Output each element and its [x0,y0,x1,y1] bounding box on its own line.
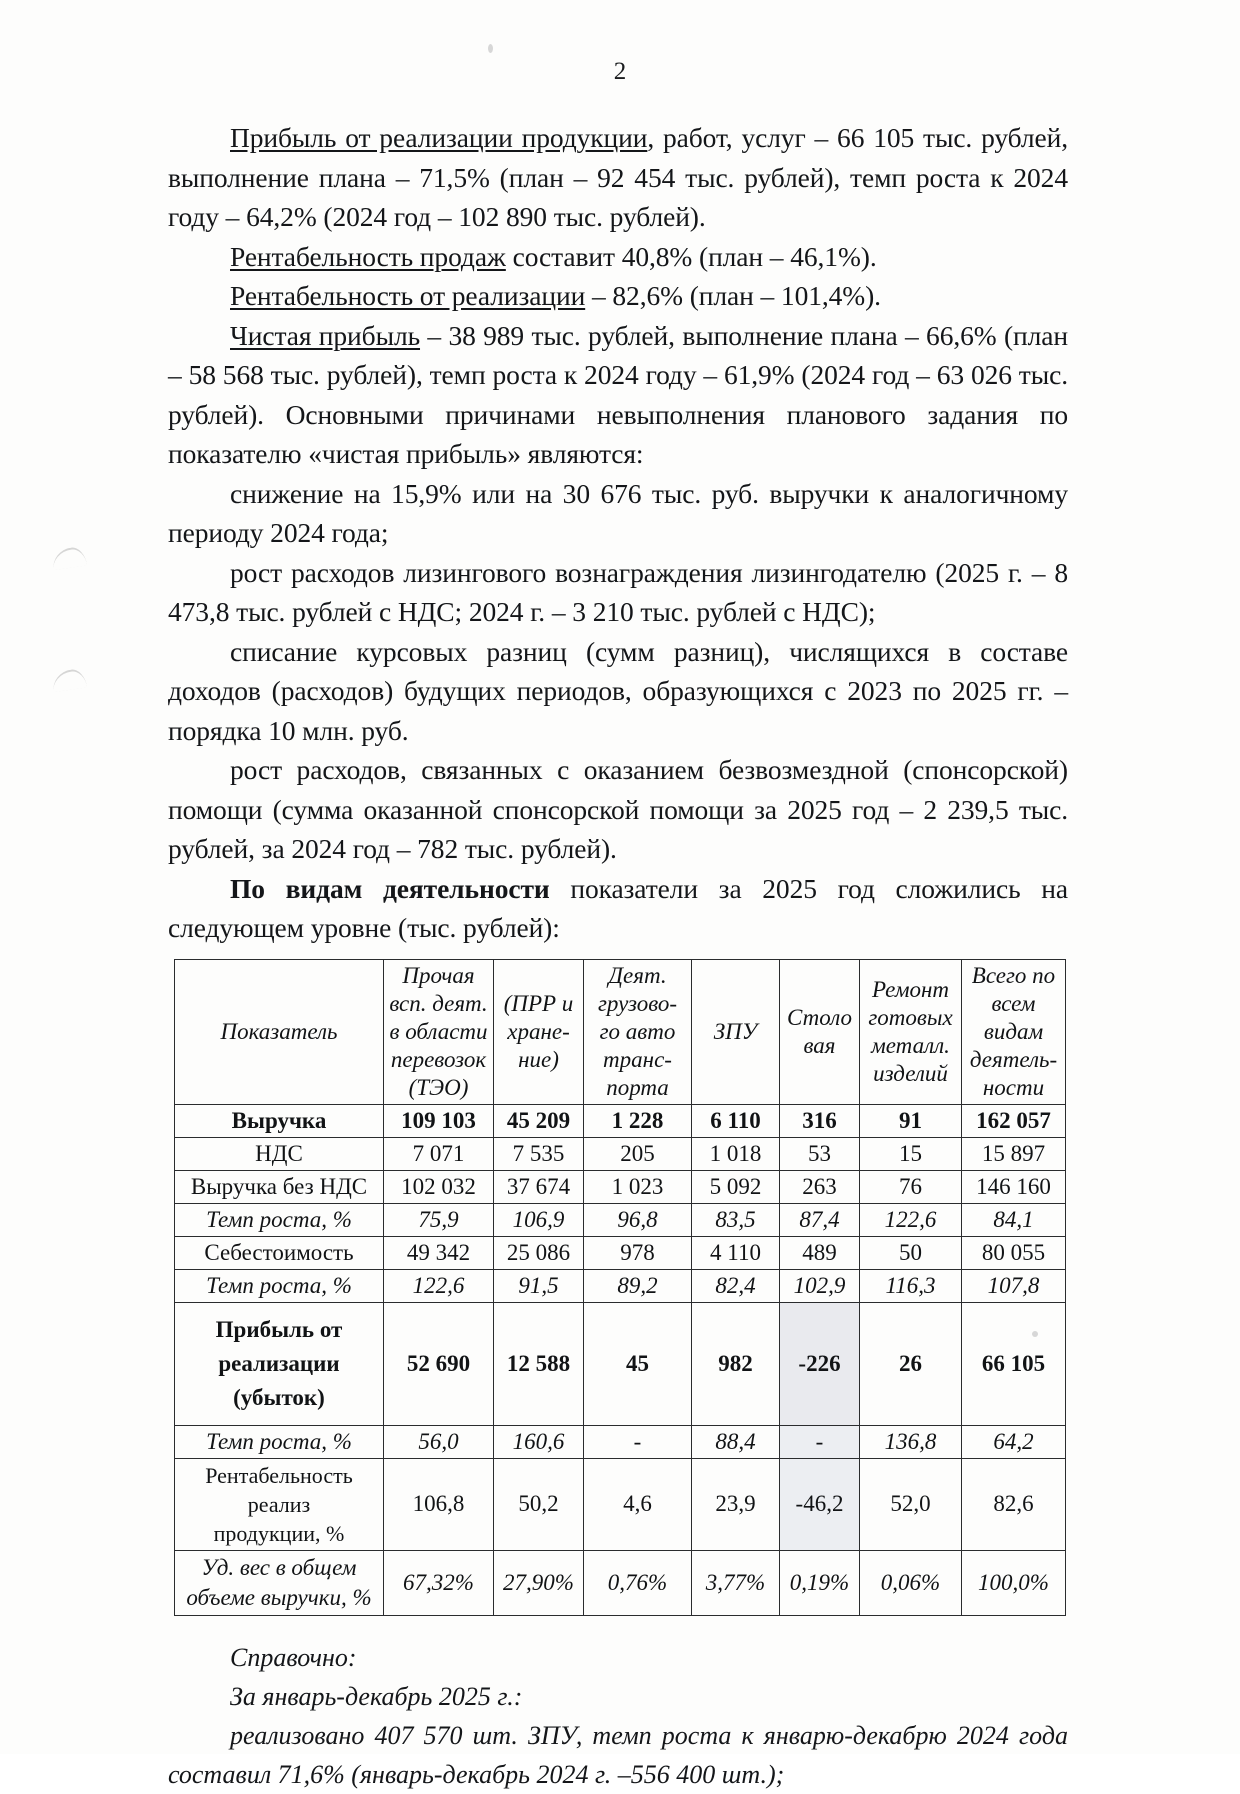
cell-value: 316 [780,1104,860,1137]
cell-value: 87,4 [780,1203,860,1236]
cell-value: 27,90% [494,1550,584,1615]
paragraph-sponsorship-costs [168,750,1068,869]
paragraph-realization-profitability [168,276,1068,316]
cell-value: 263 [780,1170,860,1203]
cell-value: 978 [584,1236,692,1269]
cell-value: 205 [584,1137,692,1170]
header-line: (ТЭО) [408,1074,469,1100]
cell-value: 52 690 [384,1302,494,1425]
header-line: ние) [518,1046,559,1072]
activity-indicators-table-wrapper [174,959,1065,1616]
paragraph-lead-label: Рентабельность от реализации [230,280,586,311]
row-label-line: объеме выручки, % [186,1584,372,1610]
paragraph-text: , работ, услуг – 66 105 тыс. рублей, выполнение плана – 71,5% (план – 92 454 тыс. рублей), темп роста к 2024 году – 64,2% (2024 год – 102 890 тыс. рублей). [168,122,1068,232]
cell-value: 66 105 [962,1302,1066,1425]
row-label-revenue-excl-vat: Выручка без НДС [175,1170,384,1203]
header-line: (ПРР и [503,990,574,1016]
row-label-line: реализации [218,1350,340,1376]
paragraph-net-profit [168,316,1068,474]
paragraph-lead-label: Чистая прибыль [230,319,421,351]
table-header-cell-canteen [780,959,860,1104]
cell-value: 12 588 [494,1302,584,1425]
table-row [175,1170,1066,1203]
table-header-row [175,959,1066,1104]
paragraph-text: рост расходов, связанных с оказанием безвозмездной (спонсорской) помощи (сумма оказанной спонсорской помощи за 2025 год – 2 239,5 тыс. рублей, за 2024 год – 782 тыс. рублей). [168,754,1068,864]
paragraph-profit-from-sales [168,118,1068,237]
row-label-line: Прибыль от [215,1316,343,1342]
cell-value: 37 674 [494,1170,584,1203]
row-label-line: Рентабельность реализ [205,1462,353,1517]
header-line: Всего по [971,962,1056,988]
cell-value: 7 535 [494,1137,584,1170]
cell-value: - [780,1425,860,1458]
footnote-title: Справочно: [230,1642,357,1672]
row-label-growth-rate: Темп роста, % [175,1203,384,1236]
cell-value: 82,6 [962,1458,1066,1550]
cell-value: 4 110 [692,1236,780,1269]
cell-value: 162 057 [962,1104,1066,1137]
cell-value: 1 018 [692,1137,780,1170]
header-line: в области [389,1018,488,1044]
row-label-share-of-revenue [175,1550,384,1615]
cell-value: 56,0 [384,1425,494,1458]
cell-value: 89,2 [584,1269,692,1302]
cell-value: 1 228 [584,1104,692,1137]
paragraph-text: – 38 989 тыс. рублей, выполнение плана – 66,6% (план – 58 568 тыс. рублей), темп роста к 2024 году – 61,9% (2024 год – 63 026 тыс. рублей). Основными причинами невыполнения планового задания по показателю «чистая прибыль» являются: [168,319,1068,469]
cell-value: 5 092 [692,1170,780,1203]
header-line: всем видам [983,990,1044,1044]
cell-value: 88,4 [692,1425,780,1458]
cell-value: 75,9 [384,1203,494,1236]
paragraph-text: составит 40,8% (план – 46,1%). [505,240,877,272]
header-line: готовых [868,1004,953,1030]
table-header-cell-zpu [692,959,780,1104]
paragraph-table-intro [168,869,1068,948]
table-row [175,1137,1066,1170]
table-row [175,1104,1066,1137]
paragraph-exchange-differences [168,632,1068,751]
paragraph-text: снижение на 15,9% или на 30 676 тыс. руб. выручки к аналогичному периоду 2024 года; [168,477,1068,548]
intro-bold-label: По видам деятельности [230,872,550,904]
header-line: Показатель [220,1018,338,1044]
header-line: Столо [786,1004,852,1030]
paragraph-text: – 82,6% (план – 101,4%). [585,280,881,311]
cell-value: 4,6 [584,1458,692,1550]
cell-value: 7 071 [384,1137,494,1170]
cell-value: 489 [780,1236,860,1269]
cell-value: 3,77% [692,1550,780,1615]
cell-value: 50,2 [494,1458,584,1550]
paragraph-lead-label: Прибыль от реализации продукции [230,122,648,153]
table-row [175,1236,1066,1269]
cell-value: 122,6 [384,1269,494,1302]
cell-value: 45 [584,1302,692,1425]
cell-value: - [584,1425,692,1458]
table-row [175,1203,1066,1236]
page-number: 2 [613,58,627,85]
header-line: перевозок [390,1046,487,1072]
document-body [168,118,1068,1794]
cell-value: -226 [780,1302,860,1425]
cell-value: 76 [860,1170,962,1203]
cell-value: 45 209 [494,1104,584,1137]
paragraph-text: рост расходов лизингового вознаграждения лизингодателю (2025 г. – 8 473,8 тыс. рублей с НДС; 2024 г. – 3 210 тыс. рублей с НДС); [168,556,1068,627]
cell-value: 160,6 [494,1425,584,1458]
row-label-profit-from-sales [175,1302,384,1425]
row-label-cost: Себестоимость [175,1236,384,1269]
footnote-line: реализовано 407 570 шт. ЗПУ, темп роста к январю-декабрю 2024 года составил 71,6% (январь-декабрь 2024 г. –556 400 шт.); [168,1720,1068,1789]
cell-value: 1 023 [584,1170,692,1203]
cell-value: 53 [780,1137,860,1170]
cell-value: 116,3 [860,1269,962,1302]
cell-value: 102 032 [384,1170,494,1203]
header-line: Ремонт [871,976,950,1002]
cell-value: 67,32% [384,1550,494,1615]
cell-value: 15 [860,1137,962,1170]
row-label-growth-rate: Темп роста, % [175,1269,384,1302]
table-header-cell-prr-storage [494,959,584,1104]
paragraph-lead-label: Рентабельность продаж [230,240,506,272]
cell-value: 102,9 [780,1269,860,1302]
table-row [175,1425,1066,1458]
cell-value: 82,4 [692,1269,780,1302]
paragraph-leasing-costs [168,553,1068,632]
header-line: грузово- [597,990,678,1016]
header-line: Прочая [402,962,475,988]
activity-indicators-table [174,959,1066,1616]
cell-value: 49 342 [384,1236,494,1269]
paragraph-sales-profitability [168,237,1068,277]
cell-value: 107,8 [962,1269,1066,1302]
cell-value: 6 110 [692,1104,780,1137]
table-header-cell-metal-repair [860,959,962,1104]
cell-value: 23,9 [692,1458,780,1550]
cell-value: 122,6 [860,1203,962,1236]
header-line: деятель- [969,1046,1058,1072]
cell-value: 0,76% [584,1550,692,1615]
cell-value: 136,8 [860,1425,962,1458]
cell-value: 26 [860,1302,962,1425]
table-row [175,1302,1066,1425]
cell-value: -46,2 [780,1458,860,1550]
scan-speck [488,44,493,53]
header-line: вая [803,1032,836,1058]
paragraph-revenue-decline [168,474,1068,553]
cell-value: 84,1 [962,1203,1066,1236]
cell-value: 100,0% [962,1550,1066,1615]
footnote-period: За январь-декабрь 2025 г.: [230,1681,523,1711]
cell-value: 146 160 [962,1170,1066,1203]
row-label-growth-rate: Темп роста, % [175,1425,384,1458]
table-row [175,1550,1066,1615]
cell-value: 50 [860,1236,962,1269]
header-line: металл. [871,1032,950,1058]
header-line: изделий [873,1060,948,1086]
cell-value: 83,5 [692,1203,780,1236]
cell-value: 80 055 [962,1236,1066,1269]
table-header-cell-other-aux-transport [384,959,494,1104]
row-label-line: продукции, % [213,1520,345,1546]
header-line: го авто [599,1018,676,1044]
cell-value: 0,06% [860,1550,962,1615]
row-label-revenue: Выручка [175,1104,384,1137]
row-label-product-profitability [175,1458,384,1550]
cell-value: 64,2 [962,1425,1066,1458]
scan-artifact-mark [51,668,87,693]
header-line: порта [606,1074,669,1100]
cell-value: 15 897 [962,1137,1066,1170]
row-label-line: (убыток) [233,1384,325,1410]
cell-value: 109 103 [384,1104,494,1137]
header-line: ности [982,1074,1045,1100]
header-line: Деят. [608,962,667,988]
cell-value: 106,9 [494,1203,584,1236]
table-header-cell-total [962,959,1066,1104]
row-label-vat: НДС [175,1137,384,1170]
cell-value: 25 086 [494,1236,584,1269]
table-header-cell-freight-transport [584,959,692,1104]
cell-value: 106,8 [384,1458,494,1550]
header-line: ЗПУ [713,1018,758,1044]
table-row [175,1458,1066,1550]
footnote-block [168,1638,1068,1794]
scan-artifact-mark [51,546,87,571]
header-line: транс- [603,1046,672,1072]
cell-value: 52,0 [860,1458,962,1550]
cell-value: 0,19% [780,1550,860,1615]
cell-value: 982 [692,1302,780,1425]
cell-value: 91,5 [494,1269,584,1302]
header-line: хране- [507,1018,570,1044]
paragraph-text: списание курсовых разниц (сумм разниц), числящихся в составе доходов (расходов) будущих периодов, образующихся с 2023 по 2025 гг. – порядка 10 млн. руб. [168,635,1068,746]
intro-rest-text: показатели за 2025 год сложились на следующем уровне (тыс. рублей): [168,872,1068,943]
cell-value: 91 [860,1104,962,1137]
table-header-cell-indicator [175,959,384,1104]
table-row [175,1269,1066,1302]
header-line: всп. деят. [389,990,488,1016]
row-label-line: Уд. вес в общем [201,1554,357,1580]
cell-value: 96,8 [584,1203,692,1236]
